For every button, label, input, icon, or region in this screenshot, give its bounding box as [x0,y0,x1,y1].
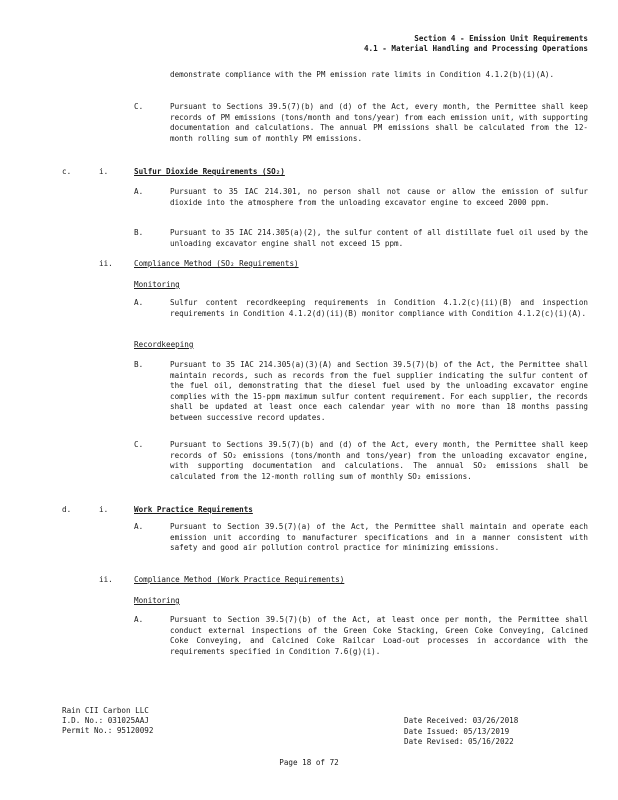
subheading-monitoring: Monitoring [134,280,180,289]
permit-number: Permit No.: 95120092 [62,726,154,735]
so2-emission-limit-paragraph: Pursuant to 35 IAC 214.301, no person shall not cause or allow the emission of sulfur dioxide into the atmosphere from the unloading excavator engine to exceed 2000 ppm. [170,187,588,207]
subheading-recordkeeping: Recordkeeping [134,340,194,349]
company-name: Rain CII Carbon LLC [62,706,149,715]
subheading-monitoring: Monitoring [134,596,180,605]
inspection-paragraph: Pursuant to Section 39.5(7)(b) of the Act, at least once per month, the Permittee shall conduct external inspections of the Green Coke Stacking, Green Coke Conveying, Calcined Coke Conveying, and Calcined Coke Railcar Load-out processes in accordance with the requirements specified in Condition 7.6(g)(i). [170,615,588,656]
item-letter: B. [134,228,144,237]
section-letter: d. [62,505,72,514]
sulfur-monitoring-paragraph: Sulfur content recordkeeping requirements in Condition 4.1.2(c)(ii)(B) and inspection requirements in Condition 4.1.2(d)(ii)(B) monitor compliance with Condition 4.1.2(c)(i)(A). [170,298,588,318]
section-roman: ii. [99,575,113,584]
section-roman: i. [99,505,109,514]
continued-paragraph: demonstrate compliance with the PM emission rate limits in Condition 4.1.2(b)(i)(A). [170,70,555,79]
item-letter: A. [134,298,144,307]
item-letter: C. [134,440,144,449]
date-revised: Date Revised: 05/16/2022 [404,737,514,746]
pm-records-paragraph: Pursuant to Sections 39.5(7)(b) and (d) of the Act, every month, the Permittee shall keep records of PM emissions (tons/month and tons/year) from each emission unit, with supporting documentation and calculations. The annual PM emissions shall be calculated from the 12-month rolling sum of monthly PM emissions. [170,102,588,143]
facility-id: I.D. No.: 031025AAJ [62,716,149,725]
section-title: Compliance Method (Work Practice Requirements) [134,575,345,584]
fuel-records-paragraph: Pursuant to 35 IAC 214.305(a)(3)(A) and Section 39.5(7)(b) of the Act, the Permittee shall maintain records, such as records from the fuel supplier indicating the sulfur content of the fuel oil, demonstrating that the diesel fuel used by the unloading excavator engine complies with the 15-ppm maximum sulfur content requirement. For each supplier, the records shall be updated at least once each calendar year with no more than 18 months passing between successive record updates. [170,360,588,422]
section-roman: i. [99,167,109,176]
item-letter: A. [134,615,144,624]
item-letter: C. [134,102,144,111]
work-practice-paragraph: Pursuant to Section 39.5(7)(a) of the Act, the Permittee shall maintain and operate each emission unit according to manufacturer specifications and in a manner consistent with safety and good air pollution control practice for minimizing emissions. [170,522,588,553]
section-header: Section 4 - Emission Unit Requirements [414,34,588,43]
item-letter: B. [134,360,144,369]
so2-records-paragraph: Pursuant to Sections 39.5(7)(b) and (d) of the Act, every month, the Permittee shall keep records of SO₂ emissions (tons/month and tons/year) from the unloading excavator engine, with supporting documentation and calculations. The annual SO₂ emissions shall be calculated from the 12-month rolling sum of monthly SO₂ emissions. [170,440,588,481]
section-letter: c. [62,167,72,176]
date-issued: Date Issued: 05/13/2019 [404,727,510,736]
item-letter: A. [134,187,144,196]
date-received: Date Received: 03/26/2018 [404,716,519,725]
page-number: Page 18 of 72 [279,758,339,767]
sulfur-content-paragraph: Pursuant to 35 IAC 214.305(a)(2), the sulfur content of all distillate fuel oil used by the unloading excavator engine shall not exceed 15 ppm. [170,228,588,248]
item-letter: A. [134,522,144,531]
section-title: Compliance Method (SO₂ Requirements) [134,259,299,268]
section-title: Sulfur Dioxide Requirements (SO₂) [134,167,285,176]
section-roman: ii. [99,259,113,268]
subsection-header: 4.1 - Material Handling and Processing Operations [363,44,588,53]
section-title: Work Practice Requirements [134,505,253,514]
